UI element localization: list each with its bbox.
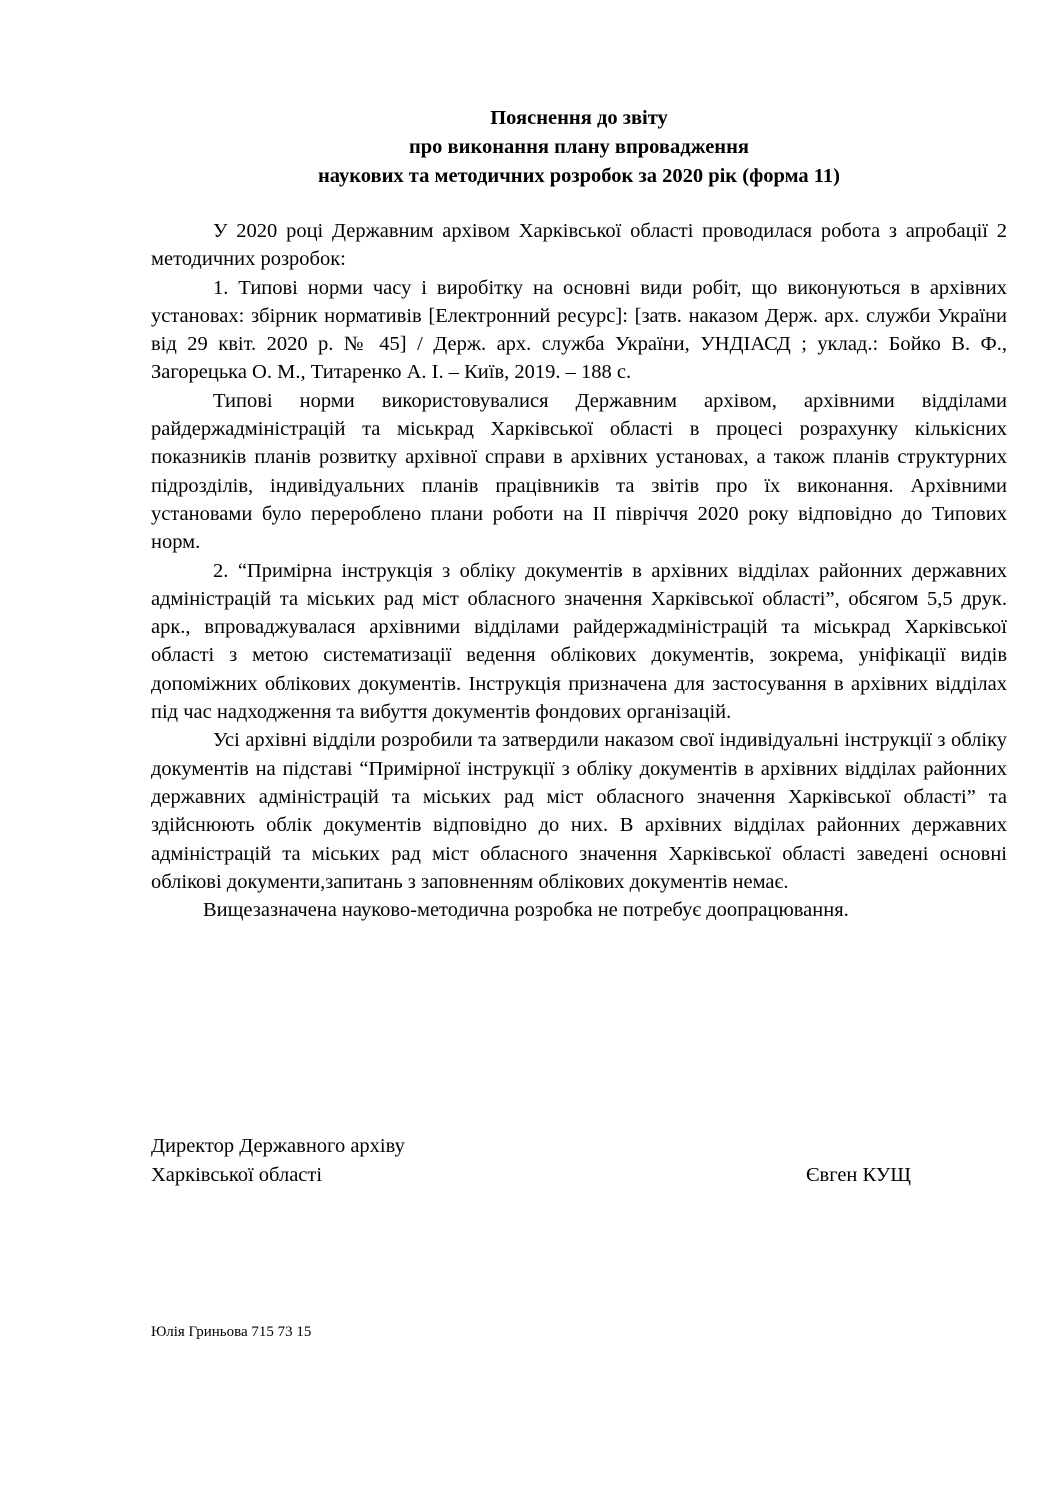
executor-contact: Юлія Гриньова 715 73 15 [151, 1324, 312, 1340]
signature-position-title: Директор Державного архіву [151, 1135, 405, 1157]
signature-position-line-2 [151, 1161, 911, 1190]
signatory-name: Євген КУЩ [805, 1164, 911, 1186]
paragraph-conclusion: Вищезазначена науково-методична розробка не потребує доопрацювання. [203, 899, 849, 922]
paragraph-item-2: 2. “Примірна інструкція з обліку документів в архівних відділах районних державних адміністрацій та міських рад міст обласного значення Харківської області”, обсягом 5,5 друк. арк., впроваджувалася архівними відділами райдержадміністрацій та міськрад Харківської області з метою систематизації ведення облікових документів, зокрема, уніфікації видів допоміжних облікових документів. Інструкція призначена для застосування в архівних відділах під час надходження та вибуття документів фондових організацій. [151, 559, 1007, 724]
document-title [150, 104, 1008, 191]
title-line-2: про виконання плану впровадження [408, 136, 750, 158]
paragraph-norms-usage: Типові норми використовувалися Державним архівом, архівними відділами райдержадміністрацій та міськрад Харківської області в процесі розрахунку кількісних показників планів розвитку архівної справи в архівних установах, а також планів структурних підрозділів, індивідуальних планів працівників та звітів про їх виконання. Архівними установами було перероблено плани роботи на ІІ півріччя 2020 року відповідно до Типових норм. [151, 389, 1007, 554]
signature-block [151, 1132, 911, 1190]
paragraph-intro: У 2020 році Державним архівом Харківської області проводилася робота з апробації 2 методичних розробок: [151, 220, 1007, 271]
title-line-1: Пояснення до звіту [490, 107, 668, 129]
title-line-3: наукових та методичних розробок за 2020 рік (форма 11) [318, 165, 840, 187]
signature-position-line-1 [151, 1132, 911, 1161]
paragraph-item-1: 1. Типові норми часу і виробітку на основні види робіт, що виконуються в архівних установах: збірник нормативів [Електронний ресурс]: [затв. наказом Держ. арх. служби України від 29 квіт. 2020 р. № 45] / Держ. арх. служба України, УНДІАСД ; уклад.: Бойко В. Ф., Загорецька О. М., Титаренко А. І. – Київ, 2019. – 188 с. [151, 276, 1007, 384]
signature-organization: Харківської області [151, 1164, 323, 1186]
paragraph-departments: Усі архівні відділи розробили та затвердили наказом свої індивідуальні інструкції з обліку документів на підставі “Примірної інструкції з обліку документів в архівних відділах районних державних адміністрацій та міських рад міст обласного значення Харківської області” та здійснюють облік документів відповідно до них. В архівних відділах районних державних адміністрацій та міських рад міст обласного значення Харківської області заведені основні облікові документи,запитань з заповненням облікових документів немає. [151, 729, 1007, 893]
document-body [151, 217, 1007, 924]
